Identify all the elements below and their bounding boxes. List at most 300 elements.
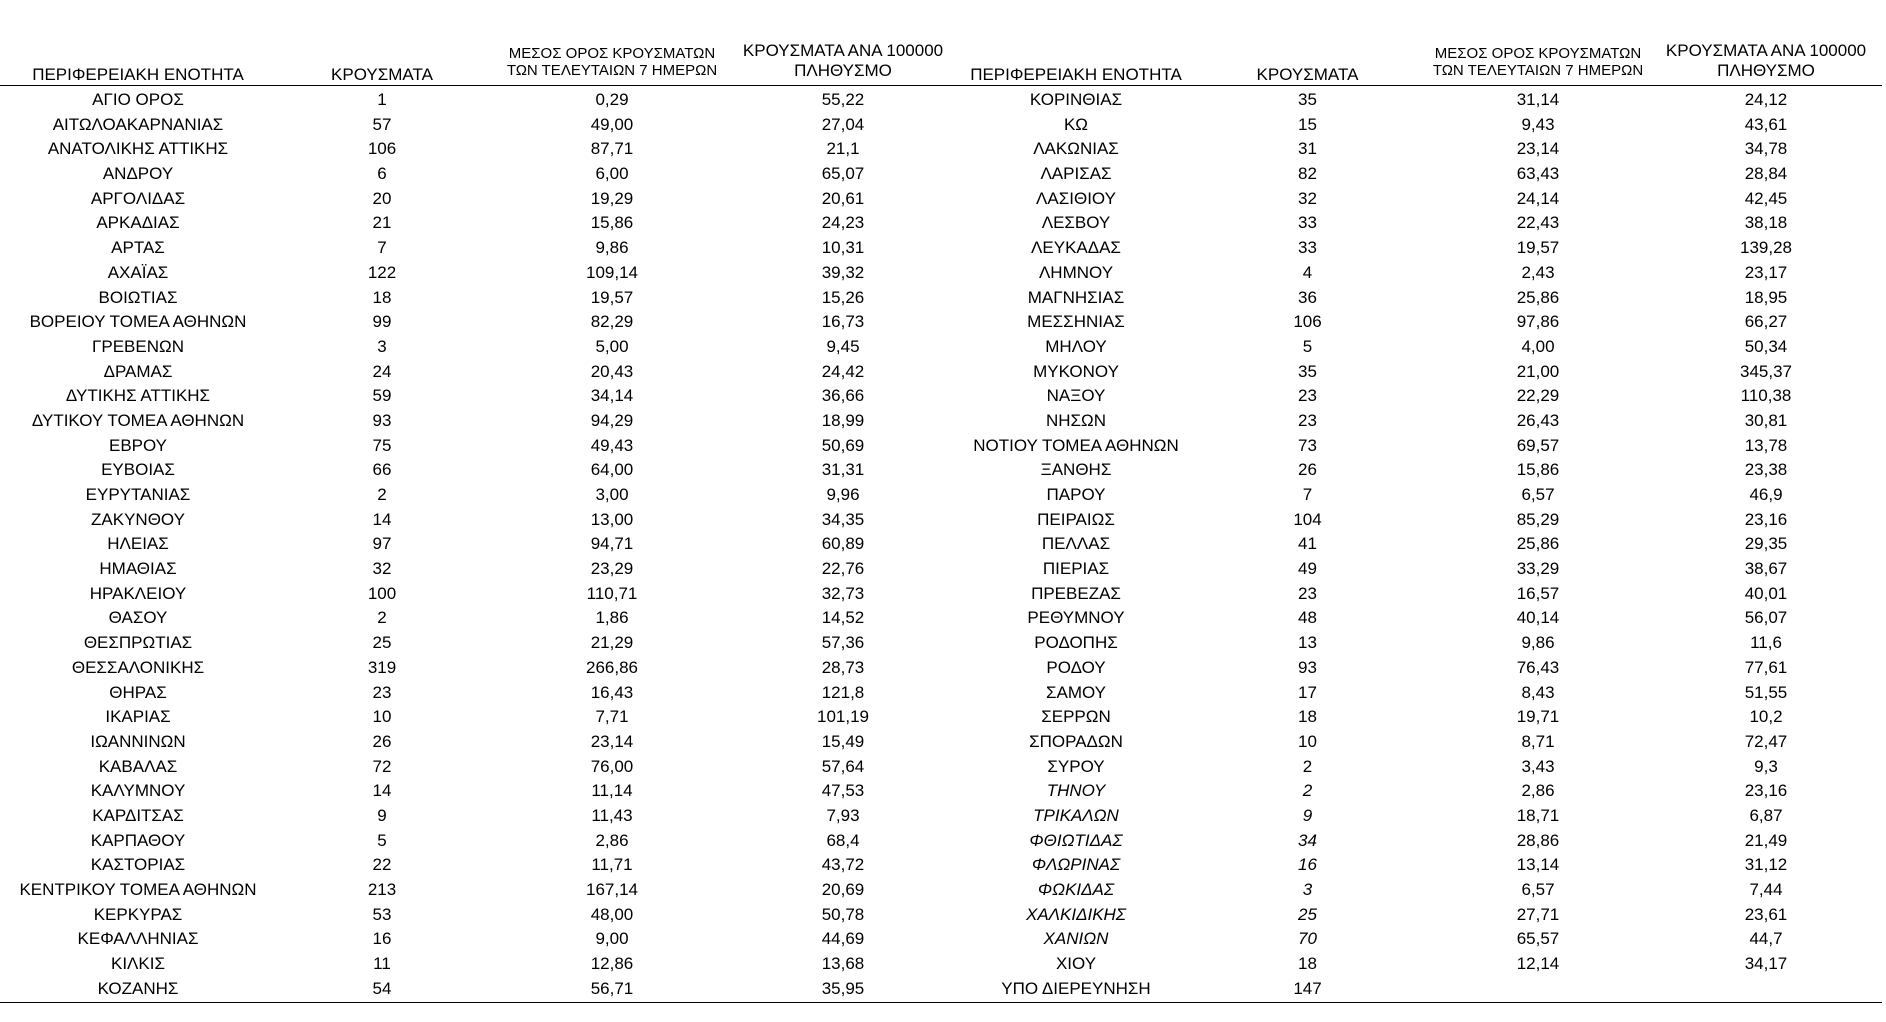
cases-per-100k: 15,26 (821, 287, 865, 307)
region-name: ΛΕΣΒΟΥ (1041, 213, 1111, 233)
avg-7day: 23,29 (590, 559, 634, 579)
cases-per-100k: 55,22 (821, 90, 865, 109)
avg-7day: 16,57 (1516, 583, 1560, 603)
cases-count: 106 (367, 139, 397, 159)
region-name: ΔΥΤΙΚΗΣ ΑΤΤΙΚΗΣ (65, 386, 211, 406)
table-row (0, 434, 1886, 459)
cases-per-100k: 38,18 (1744, 213, 1788, 233)
region-name: ΚΕΡΚΥΡΑΣ (93, 904, 183, 924)
cases-count: 70 (1298, 929, 1317, 949)
avg-7day: 49,00 (590, 114, 634, 134)
avg-7day: 19,71 (1516, 707, 1560, 727)
table-row (0, 755, 1886, 780)
table-row (0, 681, 1886, 706)
avg-7day: 8,71 (1521, 731, 1555, 751)
cases-count: 122 (367, 262, 397, 282)
region-name: ΝΗΣΩΝ (1045, 410, 1107, 430)
avg-7day: 15,86 (1516, 460, 1560, 480)
cases-per-100k: 23,16 (1744, 781, 1788, 801)
cases-count: 57 (372, 114, 392, 134)
cases-count: 22 (372, 855, 392, 875)
avg-7day: 24,14 (1516, 188, 1560, 208)
header-per100k-right: ΚΡΟΥΣΜΑΤΑ ΑΝΑ 100000 ΠΛΗΘΥΣΜΟ (1665, 41, 1867, 80)
region-name: ΝΑΞΟΥ (1046, 386, 1106, 406)
table-row (0, 977, 1886, 1002)
cases-count: 10 (372, 707, 392, 727)
cases-per-100k: 34,35 (821, 509, 865, 529)
cases-per-100k: 27,04 (821, 114, 865, 134)
table-row (0, 606, 1886, 631)
avg-7day: 9,86 (595, 238, 629, 258)
avg-7day: 87,71 (590, 139, 634, 159)
cases-count: 14 (372, 781, 392, 801)
region-name: ΚΙΛΚΙΣ (111, 954, 165, 974)
region-name: ΒΟΙΩΤΙΑΣ (98, 287, 178, 307)
region-name: ΘΗΡΑΣ (109, 682, 167, 702)
cases-count: 33 (1298, 213, 1317, 233)
region-name: ΚΑΡΔΙΤΣΑΣ (92, 805, 184, 825)
cases-per-100k: 20,61 (821, 188, 865, 208)
cases-count: 20 (372, 188, 392, 208)
cases-per-100k: 66,27 (1744, 312, 1788, 332)
cases-per-100k: 110,38 (1740, 386, 1792, 406)
avg-7day: 6,57 (1521, 485, 1555, 504)
region-name: ΚΕΝΤΡΙΚΟΥ ΤΟΜΕΑ ΑΘΗΝΩΝ (19, 880, 257, 899)
region-name: ΚΩ (1063, 114, 1089, 134)
table-row (0, 137, 1886, 162)
cases-per-100k: 7,93 (826, 805, 860, 825)
cases-per-100k: 43,61 (1744, 114, 1788, 134)
avg-7day: 11,14 (591, 781, 633, 801)
cases-count: 3 (377, 336, 387, 356)
avg-7day: 21,29 (590, 633, 634, 653)
cases-count: 99 (372, 312, 392, 332)
header-cases-right: ΚΡΟΥΣΜΑΤΑ (1256, 65, 1359, 84)
region-name: ΡΕΘΥΜΝΟΥ (1027, 608, 1125, 628)
avg-7day: 76,00 (590, 756, 634, 776)
cases-count: 18 (1298, 954, 1317, 974)
avg-7day: 9,86 (1521, 633, 1555, 653)
cases-per-100k: 31,31 (821, 460, 865, 480)
cases-count: 104 (1293, 509, 1322, 529)
region-name: ΑΡΚΑΔΙΑΣ (96, 213, 180, 233)
region-name: ΕΒΡΟΥ (108, 435, 168, 455)
region-name: ΜΗΛΟΥ (1045, 336, 1107, 356)
cases-per-100k: 28,73 (821, 657, 865, 677)
avg-7day: 31,14 (1516, 90, 1560, 109)
cases-per-100k: 38,67 (1744, 559, 1788, 579)
region-name: ΘΕΣΣΑΛΟΝΙΚΗΣ (71, 657, 205, 677)
header-region-left: ΠΕΡΙΦΕΡΕΙΑΚΗ ΕΝΟΤΗΤΑ (32, 65, 244, 84)
cases-count: 10 (1298, 731, 1317, 751)
avg-7day: 15,86 (590, 213, 634, 233)
region-name: ΗΡΑΚΛΕΙΟΥ (89, 583, 187, 603)
cases-count: 35 (1298, 361, 1317, 381)
cases-per-100k: 60,89 (821, 534, 865, 554)
table-row (0, 557, 1886, 582)
cases-per-100k: 32,73 (821, 583, 865, 603)
region-name: ΑΧΑΪΑΣ (107, 262, 169, 282)
region-name: ΠΡΕΒΕΖΑΣ (1031, 583, 1121, 603)
bottom-rule (0, 1002, 1882, 1003)
cases-per-100k: 65,07 (821, 164, 865, 184)
avg-7day: 6,00 (595, 164, 629, 184)
table-row (0, 236, 1886, 261)
region-name: ΣΠΟΡΑΔΩΝ (1029, 731, 1123, 751)
avg-7day: 2,86 (595, 830, 629, 850)
region-name: ΛΑΡΙΣΑΣ (1040, 164, 1112, 184)
table-row (0, 952, 1886, 977)
region-name: ΗΜΑΘΙΑΣ (99, 559, 177, 579)
avg-7day: 19,57 (590, 287, 634, 307)
table-row (0, 187, 1886, 212)
avg-7day: 4,00 (1521, 336, 1555, 356)
avg-7day: 11,71 (591, 855, 633, 875)
table-body (0, 88, 1886, 1001)
table-row (0, 631, 1886, 656)
region-name: ΓΡΕΒΕΝΩΝ (92, 336, 184, 356)
cases-per-100k: 24,23 (821, 213, 865, 233)
table-row (0, 656, 1886, 681)
region-name: ΠΕΛΛΑΣ (1041, 534, 1111, 554)
cases-per-100k: 18,99 (821, 410, 865, 430)
cases-count: 21 (372, 213, 392, 233)
cases-count: 66 (372, 460, 392, 480)
cases-count: 18 (1298, 707, 1317, 727)
cases-count: 7 (1302, 485, 1313, 504)
cases-count: 26 (1298, 460, 1317, 480)
region-name: ΛΑΣΙΘΙΟΥ (1036, 188, 1116, 208)
cases-count: 16 (1298, 855, 1317, 875)
header-per100k-left: ΚΡΟΥΣΜΑΤΑ ΑΝΑ 100000 ΠΛΗΘΥΣΜΟ (742, 41, 944, 80)
avg-7day: 21,00 (1516, 361, 1560, 381)
cases-per-100k: 42,45 (1744, 188, 1788, 208)
region-name: ΑΡΓΟΛΙΔΑΣ (90, 188, 186, 208)
cases-per-100k: 9,3 (1754, 756, 1778, 776)
table-row (0, 458, 1886, 483)
cases-per-100k: 50,78 (821, 904, 865, 924)
cases-count: 23 (372, 682, 392, 702)
cases-per-100k: 23,17 (1744, 262, 1788, 282)
avg-7day: 22,29 (1516, 386, 1560, 406)
cases-per-100k: 50,34 (1744, 336, 1788, 356)
region-name: ΤΡΙΚΑΛΩΝ (1033, 805, 1119, 825)
avg-7day: 69,57 (1516, 435, 1560, 455)
cases-count: 5 (377, 830, 387, 850)
table-row (0, 829, 1886, 854)
cases-per-100k: 47,53 (821, 781, 865, 801)
cases-count: 100 (367, 583, 397, 603)
cases-count: 97 (372, 534, 392, 554)
avg-7day: 94,71 (590, 534, 634, 554)
avg-7day: 19,29 (590, 188, 634, 208)
cases-per-100k: 34,17 (1744, 954, 1788, 974)
avg-7day: 266,86 (586, 657, 638, 677)
table-row (0, 360, 1886, 385)
table-row (0, 804, 1886, 829)
region-name: ΡΟΔΟΥ (1046, 657, 1106, 677)
table-row (0, 878, 1886, 903)
avg-7day: 48,00 (590, 904, 634, 924)
cases-per-100k: 31,12 (1744, 855, 1788, 875)
region-name: ΕΥΡΥΤΑΝΙΑΣ (85, 485, 191, 504)
region-name: ΙΚΑΡΙΑΣ (105, 707, 171, 727)
cases-count: 17 (1298, 682, 1317, 702)
avg-7day: 65,57 (1516, 929, 1560, 949)
cases-count: 5 (1302, 336, 1313, 356)
cases-per-100k: 68,4 (826, 830, 860, 850)
cases-count: 9 (1302, 805, 1313, 825)
table-row (0, 903, 1886, 928)
cases-count: 9 (377, 805, 387, 825)
cases-per-100k: 44,69 (821, 929, 865, 949)
cases-count: 25 (372, 633, 392, 653)
region-name: ΗΛΕΙΑΣ (107, 534, 169, 554)
cases-per-100k: 10,2 (1749, 707, 1783, 727)
region-name: ΑΝΑΤΟΛΙΚΗΣ ΑΤΤΙΚΗΣ (47, 139, 229, 159)
cases-per-100k: 36,66 (821, 386, 865, 406)
region-name: ΡΟΔΟΠΗΣ (1034, 633, 1118, 653)
region-name: ΜΑΓΝΗΣΙΑΣ (1027, 287, 1125, 307)
avg-7day: 20,43 (590, 361, 634, 381)
cases-per-100k: 57,36 (821, 633, 865, 653)
cases-count: 33 (1298, 238, 1317, 258)
cases-per-100k: 56,07 (1744, 608, 1788, 628)
avg-7day: 3,00 (595, 485, 629, 504)
cases-per-100k: 50,69 (821, 435, 865, 455)
region-name: ΣΥΡΟΥ (1047, 756, 1105, 776)
cases-per-100k: 24,12 (1744, 90, 1788, 109)
cases-count: 25 (1298, 904, 1317, 924)
cases-per-100k: 35,95 (821, 978, 865, 998)
cases-count: 53 (372, 904, 392, 924)
cases-per-100k: 13,68 (821, 954, 865, 974)
cases-count: 36 (1298, 287, 1317, 307)
cases-count: 23 (1298, 386, 1317, 406)
cases-count: 15 (1298, 114, 1317, 134)
avg-7day: 22,43 (1516, 213, 1560, 233)
region-name: ΜΥΚΟΝΟΥ (1033, 361, 1119, 381)
region-name: ΜΕΣΣΗΝΙΑΣ (1027, 312, 1125, 332)
cases-per-100k: 15,49 (821, 731, 865, 751)
region-name: ΖΑΚΥΝΘΟΥ (91, 509, 185, 529)
table-row (0, 730, 1886, 755)
avg-7day: 76,43 (1516, 657, 1560, 677)
cases-count: 23 (1298, 583, 1317, 603)
cases-per-100k: 23,38 (1744, 460, 1788, 480)
region-name: ΚΟΖΑΝΗΣ (97, 978, 179, 998)
cases-per-100k: 11,6 (1750, 633, 1782, 653)
cases-per-100k: 46,9 (1749, 485, 1783, 504)
cases-count: 11 (373, 954, 391, 974)
cases-count: 2 (377, 485, 387, 504)
cases-per-100k: 43,72 (821, 855, 865, 875)
avg-7day: 56,71 (590, 978, 634, 998)
avg-7day: 6,57 (1521, 880, 1555, 899)
table-row (0, 286, 1886, 311)
cases-per-100k: 9,96 (826, 485, 860, 504)
table-row (0, 113, 1886, 138)
region-name: ΚΑΡΠΑΘΟΥ (90, 830, 186, 850)
header-avg-right: ΜΕΣΟΣ ΟΡΟΣ ΚΡΟΥΣΜΑΤΩΝ ΤΩΝ ΤΕΛΕΥΤΑΙΩΝ 7 ΗΜΕΡΩΝ (1432, 45, 1644, 80)
table-row (0, 335, 1886, 360)
avg-7day: 64,00 (590, 460, 634, 480)
cases-per-100k: 18,95 (1744, 287, 1788, 307)
table-row (0, 162, 1886, 187)
cases-count: 41 (1298, 534, 1317, 554)
cases-per-100k: 30,81 (1744, 410, 1788, 430)
cases-per-100k: 10,31 (821, 238, 865, 258)
cases-per-100k: 23,16 (1744, 509, 1788, 529)
region-name: ΙΩΑΝΝΙΝΩΝ (90, 731, 186, 751)
cases-per-100k: 14,52 (821, 608, 865, 628)
table-row (0, 261, 1886, 286)
cases-count: 34 (1298, 830, 1317, 850)
cases-per-100k: 22,76 (821, 559, 865, 579)
avg-7day: 13,00 (590, 509, 634, 529)
cases-count: 3 (1302, 880, 1313, 899)
region-name: ΕΥΒΟΙΑΣ (101, 460, 175, 480)
region-name: ΚΑΣΤΟΡΙΑΣ (90, 855, 186, 875)
header-cases-left: ΚΡΟΥΣΜΑΤΑ (331, 65, 433, 84)
cases-per-100k: 29,35 (1744, 534, 1788, 554)
cases-per-100k: 24,42 (821, 361, 865, 381)
cases-count: 59 (372, 386, 392, 406)
avg-7day: 33,29 (1516, 559, 1560, 579)
table-row (0, 853, 1886, 878)
cases-count: 13 (1298, 633, 1317, 653)
region-name: ΤΗΝΟΥ (1046, 781, 1106, 801)
header-rule (0, 85, 1882, 86)
region-name: ΦΩΚΙΔΑΣ (1037, 880, 1115, 899)
avg-7day: 26,43 (1516, 410, 1560, 430)
cases-count: 73 (1298, 435, 1317, 455)
region-name: ΘΑΣΟΥ (108, 608, 168, 628)
cases-per-100k: 57,64 (821, 756, 865, 776)
avg-7day: 82,29 (590, 312, 634, 332)
avg-7day: 40,14 (1516, 608, 1560, 628)
cases-count: 18 (372, 287, 392, 307)
cases-per-100k: 51,55 (1744, 682, 1788, 702)
header-avg-left: ΜΕΣΟΣ ΟΡΟΣ ΚΡΟΥΣΜΑΤΩΝ ΤΩΝ ΤΕΛΕΥΤΑΙΩΝ 7 ΗΜΕΡΩΝ (506, 45, 718, 80)
avg-7day: 85,29 (1516, 509, 1560, 529)
region-name: ΚΕΦΑΛΛΗΝΙΑΣ (77, 929, 199, 949)
cases-per-100k: 20,69 (821, 880, 865, 899)
cases-count: 54 (372, 978, 392, 998)
cases-per-100k: 21,1 (826, 139, 860, 159)
region-name: ΔΥΤΙΚΟΥ ΤΟΜΕΑ ΑΘΗΝΩΝ (31, 410, 245, 430)
cases-count: 147 (1293, 978, 1322, 998)
cases-per-100k: 34,78 (1744, 139, 1788, 159)
cases-count: 49 (1298, 559, 1317, 579)
table-row (0, 508, 1886, 533)
avg-7day: 34,14 (590, 386, 634, 406)
cases-per-100k: 139,28 (1740, 238, 1792, 258)
avg-7day: 28,86 (1516, 830, 1560, 850)
avg-7day: 19,57 (1516, 238, 1560, 258)
table-row (0, 927, 1886, 952)
region-name: ΠΙΕΡΙΑΣ (1042, 559, 1110, 579)
avg-7day: 13,14 (1516, 855, 1560, 875)
cases-count: 4 (1302, 262, 1313, 282)
cases-per-100k: 23,61 (1744, 904, 1788, 924)
avg-7day: 9,00 (595, 929, 629, 949)
avg-7day: 3,43 (1521, 756, 1555, 776)
cases-count: 75 (372, 435, 392, 455)
table-row (0, 88, 1886, 113)
region-name: ΛΕΥΚΑΔΑΣ (1031, 238, 1121, 258)
cases-count: 26 (372, 731, 392, 751)
avg-7day: 8,43 (1521, 682, 1555, 702)
avg-7day: 27,71 (1516, 904, 1560, 924)
cases-count: 2 (1302, 756, 1313, 776)
region-name: ΑΓΙΟ ΟΡΟΣ (92, 90, 184, 109)
table-row (0, 532, 1886, 557)
cases-count: 213 (367, 880, 397, 899)
avg-7day: 16,43 (590, 682, 634, 702)
cases-per-100k: 6,87 (1749, 805, 1783, 825)
avg-7day: 94,29 (590, 410, 634, 430)
avg-7day: 63,43 (1516, 164, 1560, 184)
avg-7day: 1,86 (595, 608, 629, 628)
region-name: ΑΡΤΑΣ (111, 238, 165, 258)
avg-7day: 97,86 (1516, 312, 1560, 332)
avg-7day: 2,43 (1521, 262, 1555, 282)
avg-7day: 12,14 (1516, 954, 1560, 974)
cases-count: 82 (1298, 164, 1317, 184)
avg-7day: 109,14 (586, 262, 638, 282)
cases-per-100k: 77,61 (1744, 657, 1788, 677)
table-row (0, 211, 1886, 236)
region-name: ΧΙΟΥ (1055, 954, 1097, 974)
cases-per-100k: 40,01 (1744, 583, 1788, 603)
cases-per-100k: 21,49 (1744, 830, 1788, 850)
cases-count: 23 (1298, 410, 1317, 430)
table-row (0, 582, 1886, 607)
cases-per-100k: 72,47 (1744, 731, 1788, 751)
cases-per-100k: 345,37 (1740, 361, 1792, 381)
cases-count: 319 (367, 657, 397, 677)
cases-per-100k: 9,45 (826, 336, 860, 356)
avg-7day: 25,86 (1516, 534, 1560, 554)
region-name: ΦΛΩΡΙΝΑΣ (1031, 855, 1121, 875)
region-name: ΔΡΑΜΑΣ (103, 361, 173, 381)
avg-7day: 110,71 (586, 583, 638, 603)
cases-count: 35 (1298, 90, 1317, 109)
region-name: ΛΗΜΝΟΥ (1038, 262, 1114, 282)
region-name: ΠΕΙΡΑΙΩΣ (1037, 509, 1115, 529)
cases-per-100k: 121,8 (821, 682, 865, 702)
cases-count: 7 (377, 238, 387, 258)
region-name: ΑΝΔΡΟΥ (102, 164, 174, 184)
region-name: ΧΑΝΙΩΝ (1043, 929, 1109, 949)
avg-7day: 0,29 (595, 90, 629, 109)
cases-per-100k: 13,78 (1744, 435, 1788, 455)
cases-count: 1 (377, 90, 387, 109)
region-name: ΣΑΜΟΥ (1045, 682, 1107, 702)
avg-7day: 7,71 (595, 707, 629, 727)
region-name: ΣΕΡΡΩΝ (1041, 707, 1111, 727)
cases-count: 24 (372, 361, 392, 381)
cases-count: 72 (372, 756, 392, 776)
avg-7day: 5,00 (595, 336, 629, 356)
avg-7day: 12,86 (590, 954, 634, 974)
region-name: ΛΑΚΩΝΙΑΣ (1033, 139, 1119, 159)
region-name: ΚΑΒΑΛΑΣ (98, 756, 178, 776)
region-name: ΝΟΤΙΟΥ ΤΟΜΕΑ ΑΘΗΝΩΝ (973, 435, 1179, 455)
region-name: ΞΑΝΘΗΣ (1040, 460, 1112, 480)
cases-count: 106 (1293, 312, 1322, 332)
